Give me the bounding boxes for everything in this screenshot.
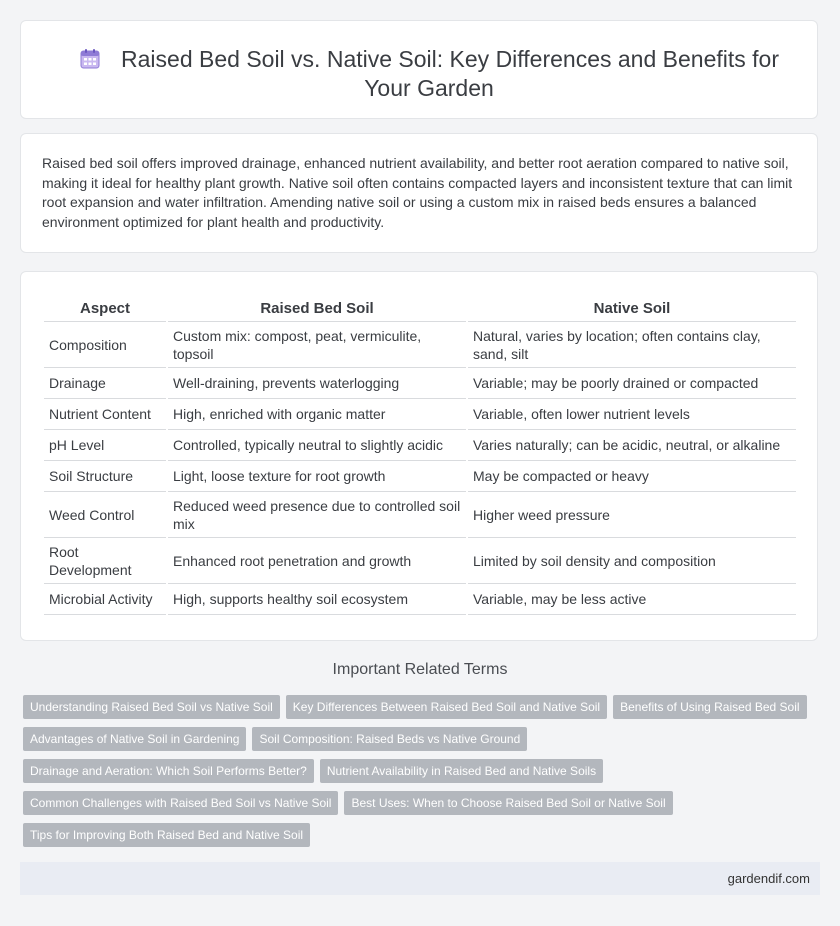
related-term-tag[interactable]: Drainage and Aeration: Which Soil Performs Better? — [23, 759, 314, 783]
native-soil-cell: May be compacted or heavy — [468, 461, 796, 492]
header-native-soil: Native Soil — [468, 294, 796, 322]
intro-paragraph: Raised bed soil offers improved drainage, enhanced nutrient availability, and better root aeration compared to native soil, making it ideal for healthy plant growth. Native soil often contains compacted layers and inconsistent texture that can limit root expansion and water infiltration. Amending native soil or using a custom mix in raised beds ensures a balanced environment optimized for plant health and productivity. — [42, 155, 793, 230]
aspect-cell: Drainage — [44, 368, 166, 399]
related-term-tag[interactable]: Soil Composition: Raised Beds vs Native Ground — [252, 727, 527, 751]
native-soil-cell: Variable; may be poorly drained or compacted — [468, 368, 796, 399]
aspect-cell: Root Development — [44, 538, 166, 584]
page-title — [61, 45, 797, 103]
raised-bed-cell: Custom mix: compost, peat, vermiculite, topsoil — [168, 322, 466, 368]
table-header-row — [44, 294, 796, 322]
table-row — [44, 584, 796, 615]
calendar-icon — [79, 48, 101, 70]
aspect-cell: pH Level — [44, 430, 166, 461]
raised-bed-cell: High, enriched with organic matter — [168, 399, 466, 430]
related-term-tag[interactable]: Best Uses: When to Choose Raised Bed Soil or Native Soil — [344, 791, 672, 815]
aspect-cell: Composition — [44, 322, 166, 368]
comparison-card — [20, 271, 818, 641]
comparison-table — [42, 294, 798, 615]
native-soil-cell: Limited by soil density and composition — [468, 538, 796, 584]
related-term-tag[interactable]: Advantages of Native Soil in Gardening — [23, 727, 246, 751]
related-term-tag[interactable]: Tips for Improving Both Raised Bed and Native Soil — [23, 823, 310, 847]
raised-bed-cell: Controlled, typically neutral to slightly acidic — [168, 430, 466, 461]
header-card — [20, 20, 818, 119]
aspect-cell: Soil Structure — [44, 461, 166, 492]
header-raised-bed-soil: Raised Bed Soil — [168, 294, 466, 322]
related-terms-title: Important Related Terms — [332, 661, 508, 678]
related-term-tag[interactable]: Nutrient Availability in Raised Bed and Native Soils — [320, 759, 603, 783]
native-soil-cell: Variable, may be less active — [468, 584, 796, 615]
table-row — [44, 368, 796, 399]
footer-site[interactable]: gardendif.com — [727, 871, 810, 886]
related-terms-list — [23, 695, 823, 855]
title-wrap — [61, 45, 797, 103]
page-title-text: Raised Bed Soil vs. Native Soil: Key Differences and Benefits for Your Garden — [121, 46, 779, 101]
footer — [20, 862, 820, 895]
table-row — [44, 430, 796, 461]
aspect-cell: Nutrient Content — [44, 399, 166, 430]
header-aspect: Aspect — [44, 294, 166, 322]
raised-bed-cell: Light, loose texture for root growth — [168, 461, 466, 492]
aspect-cell: Microbial Activity — [44, 584, 166, 615]
native-soil-cell: Variable, often lower nutrient levels — [468, 399, 796, 430]
native-soil-cell: Natural, varies by location; often contains clay, sand, silt — [468, 322, 796, 368]
native-soil-cell: Higher weed pressure — [468, 492, 796, 538]
table-row — [44, 399, 796, 430]
related-term-tag[interactable]: Common Challenges with Raised Bed Soil vs Native Soil — [23, 791, 338, 815]
related-term-tag[interactable]: Understanding Raised Bed Soil vs Native Soil — [23, 695, 280, 719]
aspect-cell: Weed Control — [44, 492, 166, 538]
native-soil-cell: Varies naturally; can be acidic, neutral, or alkaline — [468, 430, 796, 461]
raised-bed-cell: Well-draining, prevents waterlogging — [168, 368, 466, 399]
raised-bed-cell: Enhanced root penetration and growth — [168, 538, 466, 584]
table-row — [44, 322, 796, 368]
raised-bed-cell: High, supports healthy soil ecosystem — [168, 584, 466, 615]
intro-card — [20, 133, 818, 253]
table-row — [44, 538, 796, 584]
related-term-tag[interactable]: Key Differences Between Raised Bed Soil and Native Soil — [286, 695, 607, 719]
table-row — [44, 492, 796, 538]
raised-bed-cell: Reduced weed presence due to controlled soil mix — [168, 492, 466, 538]
table-row — [44, 461, 796, 492]
related-term-tag[interactable]: Benefits of Using Raised Bed Soil — [613, 695, 806, 719]
